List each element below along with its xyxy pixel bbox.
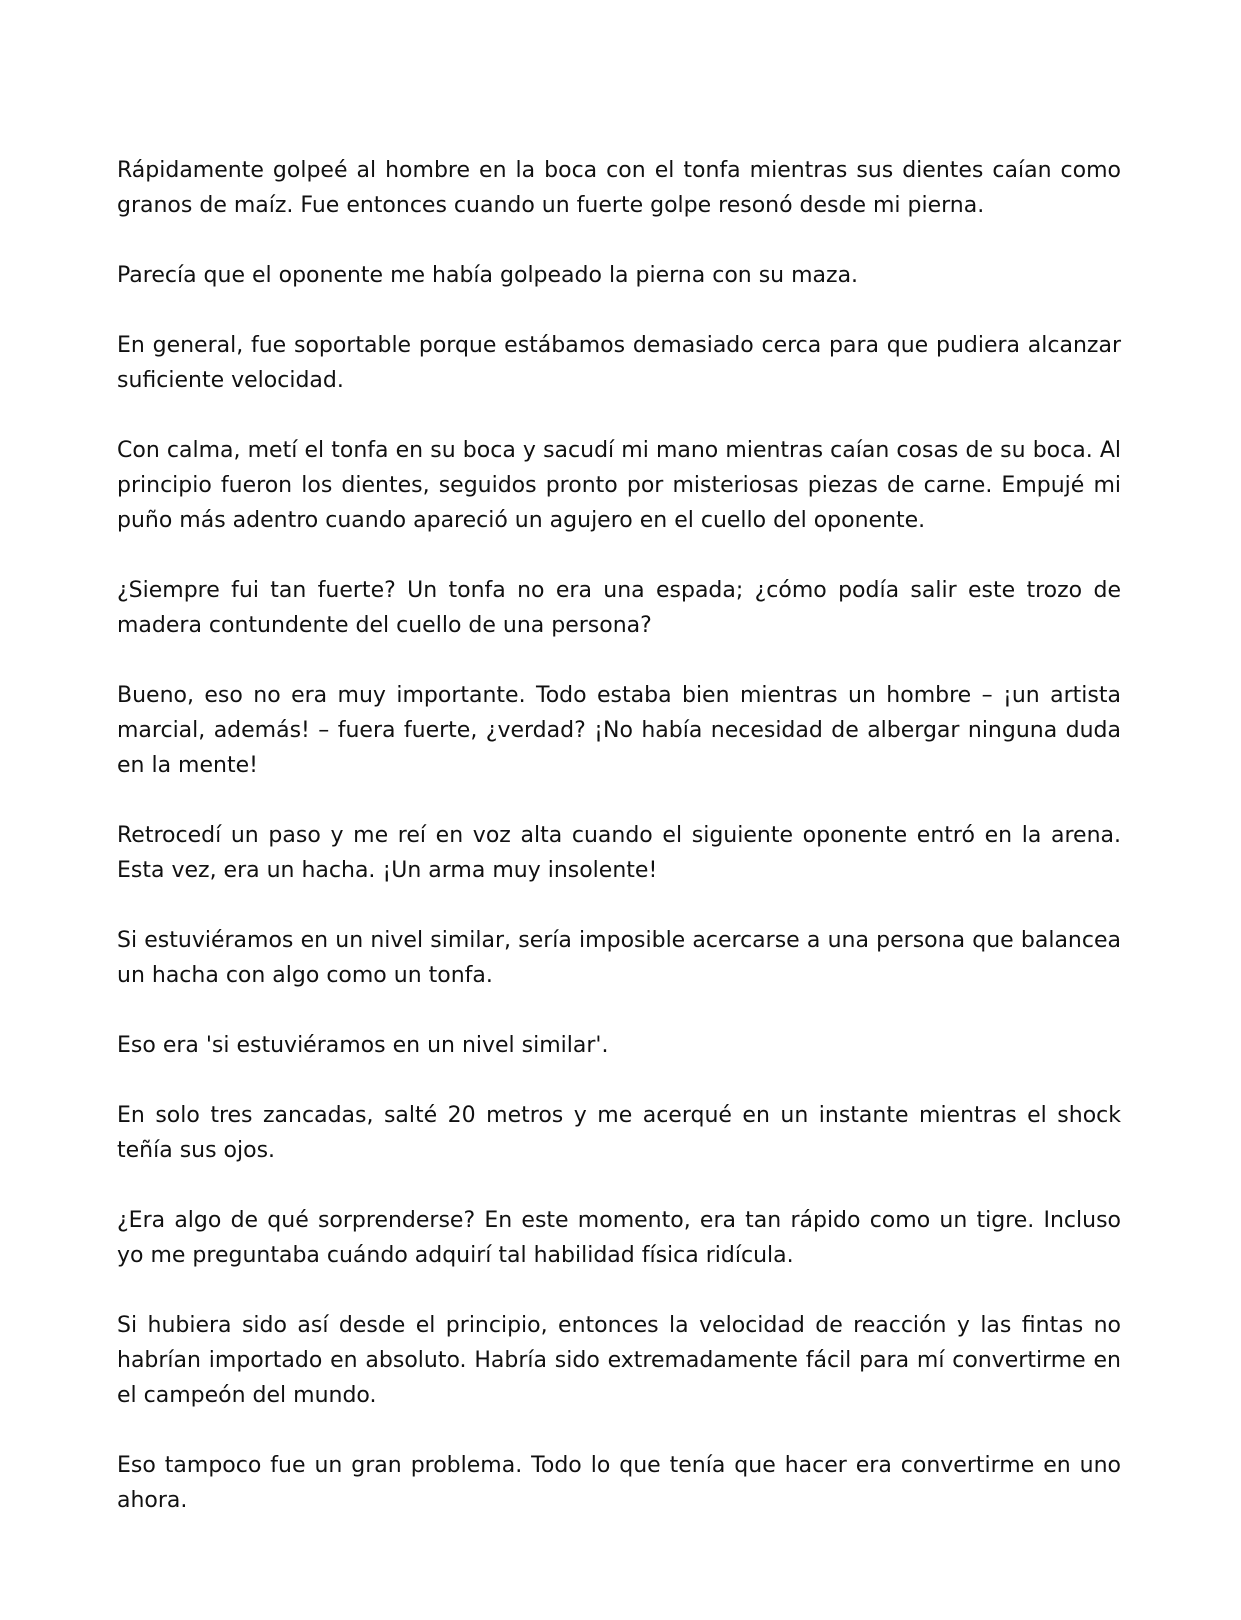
paragraph: En solo tres zancadas, salté 20 metros y me acerqué en un instante mientras el shock teñía sus ojos. bbox=[117, 1103, 1121, 1163]
paragraph: Rápidamente golpeé al hombre en la boca con el tonfa mientras sus dientes caían como granos de maíz. Fue entonces cuando un fuerte golpe resonó desde mi pierna. bbox=[117, 158, 1121, 218]
paragraph: Eso era 'si estuviéramos en un nivel similar'. bbox=[117, 1033, 609, 1058]
paragraph: Si estuviéramos en un nivel similar, sería imposible acercarse a una persona que balancea un hacha con algo como un tonfa. bbox=[117, 928, 1121, 988]
paragraph: ¿Siempre fui tan fuerte? Un tonfa no era una espada; ¿cómo podía salir este trozo de madera contundente del cuello de una persona? bbox=[117, 578, 1121, 638]
paragraph: Bueno, eso no era muy importante. Todo estaba bien mientras un hombre – ¡un artista marcial, además! – fuera fuerte, ¿verdad? ¡No había necesidad de albergar ninguna duda en la mente! bbox=[117, 683, 1121, 778]
paragraph: Con calma, metí el tonfa en su boca y sacudí mi mano mientras caían cosas de su boca. Al principio fueron los dientes, seguidos pronto por misteriosas piezas de carne. Empujé mi puño más adentro cuando apareció un agujero en el cuello del oponente. bbox=[117, 438, 1121, 533]
paragraph: Parecía que el oponente me había golpeado la pierna con su maza. bbox=[117, 263, 859, 288]
paragraph: Retrocedí un paso y me reí en voz alta cuando el siguiente oponente entró en la arena. Esta vez, era un hacha. ¡Un arma muy insolente! bbox=[117, 823, 1121, 883]
paragraph: Eso tampoco fue un gran problema. Todo lo que tenía que hacer era convertirme en uno ahora. bbox=[117, 1453, 1121, 1513]
paragraph: En general, fue soportable porque estábamos demasiado cerca para que pudiera alcanzar suficiente velocidad. bbox=[117, 333, 1121, 393]
body-text bbox=[117, 153, 1121, 1518]
paragraph: Si hubiera sido así desde el principio, entonces la velocidad de reacción y las fintas no habrían importado en absoluto. Habría sido extremadamente fácil para mí convertirme en el campeón del mundo. bbox=[117, 1313, 1121, 1408]
paragraph: ¿Era algo de qué sorprenderse? En este momento, era tan rápido como un tigre. Incluso yo me preguntaba cuándo adquirí tal habilidad física ridícula. bbox=[117, 1208, 1121, 1268]
